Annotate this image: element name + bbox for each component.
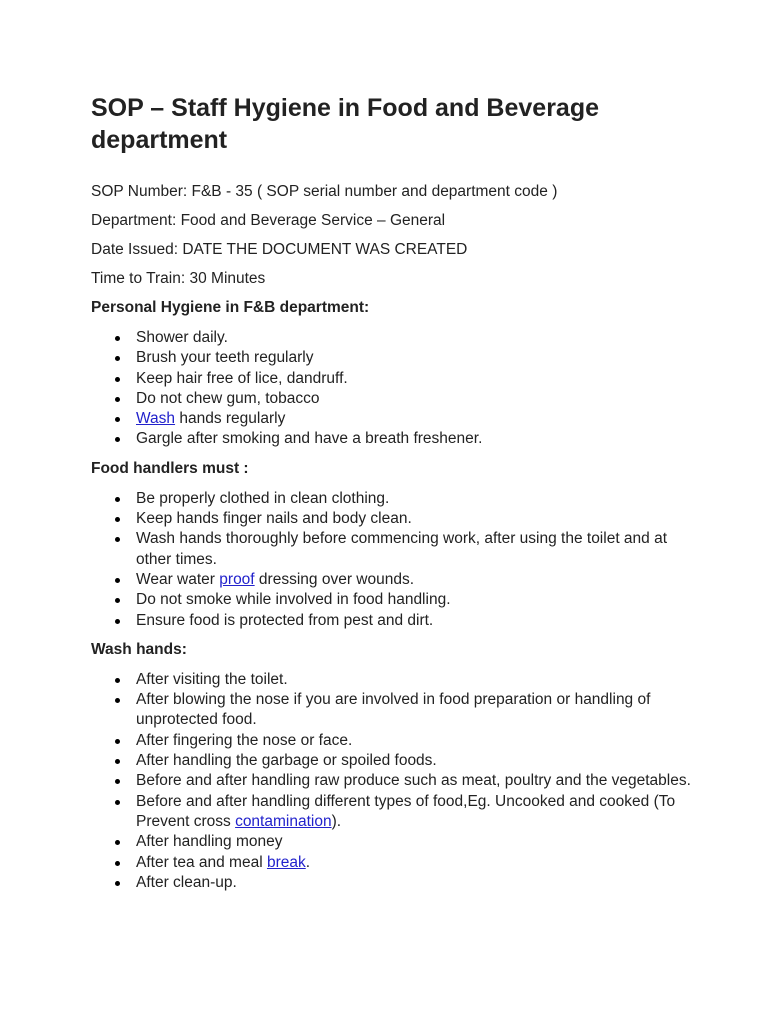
list-item-text: After blowing the nose if you are involved in food preparation or handling of unprotected food. [136, 691, 651, 729]
list-item-text: After clean-up. [136, 873, 237, 891]
list-item-text: Gargle after smoking and have a breath freshener. [136, 430, 483, 448]
list-item-text: Be properly clothed in clean clothing. [136, 489, 390, 507]
page-title: SOP – Staff Hygiene in Food and Beverage department [91, 94, 599, 154]
list-item-text: Wash hands thoroughly before commencing work, after using the toilet and at other times. [136, 530, 668, 568]
list-item-text: Do not chew gum, tobacco [136, 389, 320, 407]
list-item [136, 771, 691, 791]
list-item-text: . [305, 853, 311, 871]
list-item-text: dressing over wounds. [254, 570, 415, 588]
list-item-text: Before and after handling different types of food,Eg. Uncooked and cooked (To Prevent cross [136, 792, 676, 830]
list-item-text: Keep hands finger nails and body clean. [136, 510, 412, 528]
list-item [136, 611, 691, 631]
list-item [136, 731, 691, 751]
food-handlers-list [91, 489, 691, 631]
list-item [136, 873, 691, 893]
list-item [136, 832, 691, 852]
list-item [136, 348, 691, 368]
list-item-text: Ensure food is protected from pest and dirt. [136, 611, 434, 629]
list-item-text: After tea and meal [136, 853, 267, 871]
list-item [136, 853, 691, 873]
list-item-text: Keep hair free of lice, dandruff. [136, 369, 348, 387]
proof-link[interactable]: proof [219, 570, 255, 588]
list-item [136, 670, 691, 690]
list-item [136, 429, 691, 449]
break-link[interactable]: break [266, 853, 306, 871]
date-issued: Date Issued: DATE THE DOCUMENT WAS CREATED [91, 241, 468, 258]
list-item [136, 389, 691, 409]
list-item-text: Do not smoke while involved in food handling. [136, 591, 451, 609]
list-item-text: Brush your teeth regularly [136, 349, 314, 367]
list-item [136, 792, 691, 833]
personal-hygiene-list [91, 328, 691, 450]
list-item [136, 590, 691, 610]
list-item-text: Wear water [136, 570, 220, 588]
list-item [136, 751, 691, 771]
list-item [136, 570, 691, 590]
list-item-text: Shower daily. [136, 329, 228, 346]
list-item-text: After handling the garbage or spoiled foods. [136, 752, 437, 770]
department: Department: Food and Beverage Service – General [91, 212, 446, 229]
list-item [136, 369, 691, 389]
sop-number: SOP Number: F&B - 35 ( SOP serial number and department code ) [91, 183, 558, 200]
contamination-link[interactable]: contamination [235, 812, 332, 830]
list-item [136, 328, 691, 348]
list-item [136, 509, 691, 529]
list-item [136, 690, 691, 731]
list-item-text: After visiting the toilet. [136, 670, 288, 688]
list-item-text: After fingering the nose or face. [136, 731, 353, 749]
section-heading-wash-hands: Wash hands: [91, 640, 187, 658]
list-item [136, 529, 691, 570]
list-item-text: hands regularly [175, 410, 286, 428]
wash-link[interactable]: Wash [136, 410, 176, 428]
list-item-text: ). [331, 812, 342, 830]
document-page [91, 92, 691, 893]
time-to-train: Time to Train: 30 Minutes [91, 270, 266, 287]
list-item-text: After handling money [136, 833, 283, 851]
section-heading-personal-hygiene: Personal Hygiene in F&B department: [91, 299, 370, 316]
list-item-text: Before and after handling raw produce such as meat, poultry and the vegetables. [136, 772, 691, 790]
list-item [136, 489, 691, 509]
wash-hands-list [91, 670, 691, 893]
section-heading-food-handlers: Food handlers must : [91, 459, 249, 477]
list-item [136, 409, 691, 429]
